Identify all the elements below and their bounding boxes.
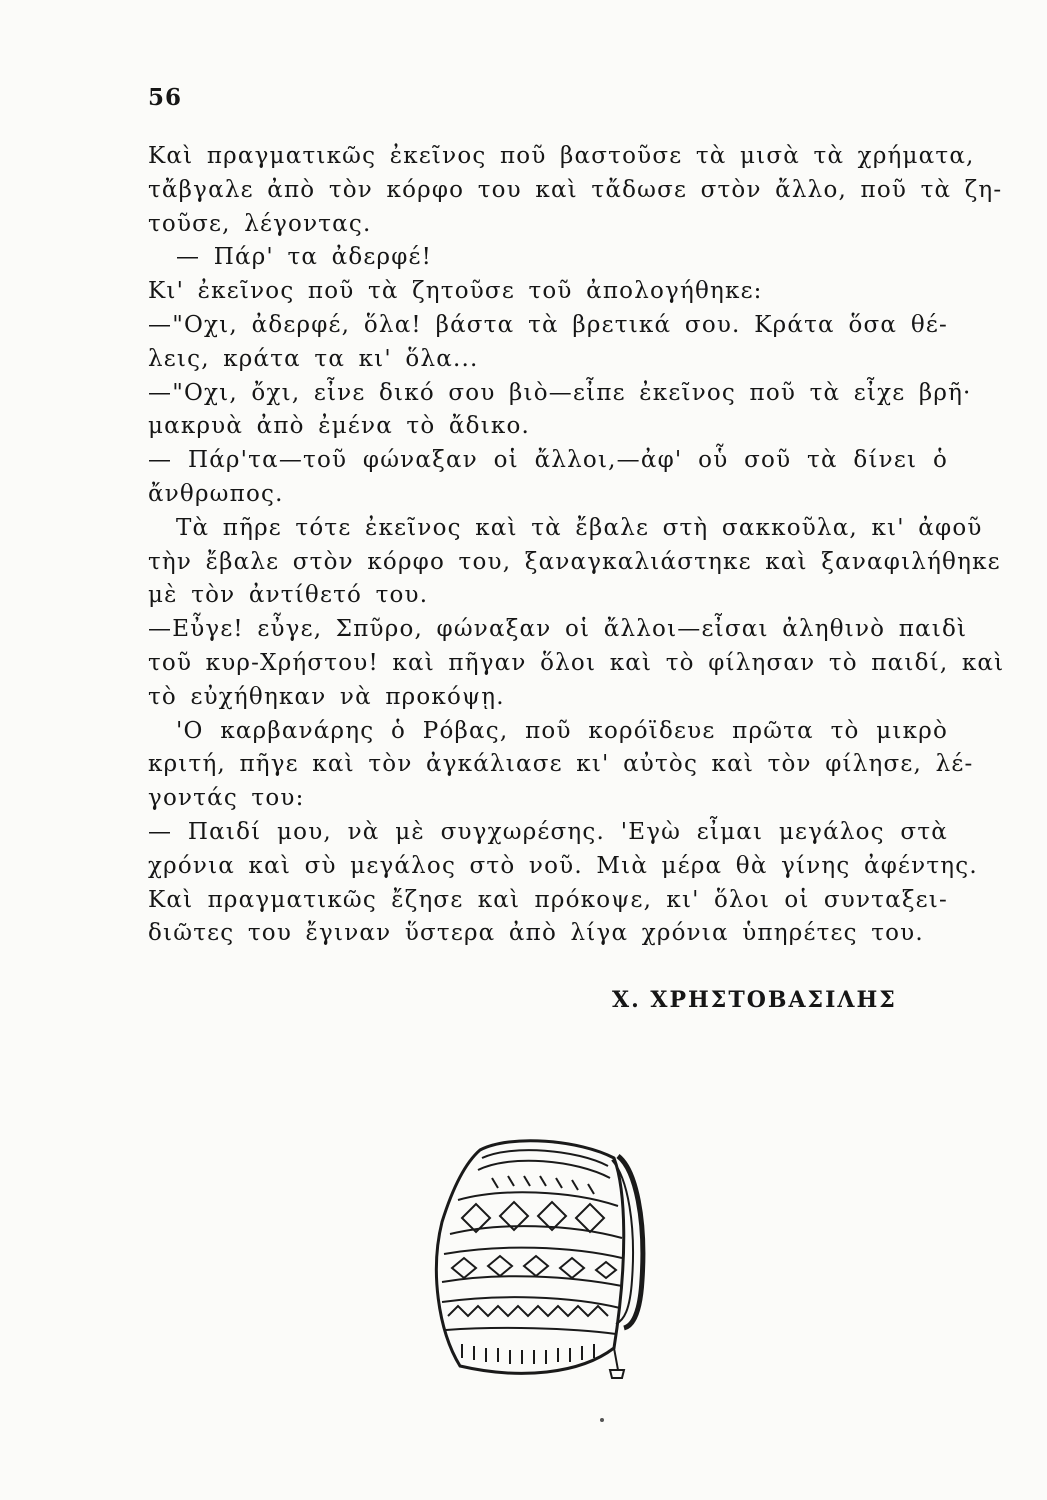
text-line: γοντάς του:: [148, 785, 305, 812]
text-line: μακρυὰ ἀπὸ ἐμένα τὸ ἄδικο.: [148, 413, 531, 440]
text-line: —"Οχι, ἀδερφέ, ὅλα! βάστα τὰ βρετικά σου. Κράτα ὅσα θέ-: [148, 311, 948, 338]
text-line: τοῦσε, λέγοντας.: [148, 210, 372, 237]
text-line: —Εὖγε! εὖγε, Σπῦρο, φώναξαν οἱ ἄλλοι—εἶσαι ἀληθινὸ παιδὶ: [148, 616, 968, 643]
text-line: μὲ τὸν ἀντίθετό του.: [148, 582, 429, 609]
text-line: χρόνια καὶ σὺ μεγάλος στὸ νοῦ. Μιὰ μέρα θὰ γίνης ἀφέντης.: [148, 852, 978, 879]
text-line: λεις, κράτα τα κι' ὅλα...: [148, 345, 479, 372]
text-line: — Πάρ' τα ἀδερφέ!: [176, 244, 433, 271]
text-line: τὸ εὐχήθηκαν νὰ προκόψῃ.: [148, 683, 505, 710]
text-line: Καὶ πραγματικῶς ἐκεῖνος ποῦ βαστοῦσε τὰ μισὰ τὰ χρήματα,: [148, 143, 975, 169]
woven-bag-illustration: [400, 1130, 680, 1400]
text-line: 'Ο καρβανάρης ὁ Ρόβας, ποῦ κορόϊδευε πρῶτα τὸ μικρὸ: [176, 717, 948, 744]
text-line: — Παιδί μου, νὰ μὲ συγχωρέσης. 'Εγὼ εἶμαι μεγάλος στὰ: [148, 818, 948, 845]
text-line: Τὰ πῆρε τότε ἐκεῖνος καὶ τὰ ἔβαλε στὴ σακκοῦλα, κι' ἀφοῦ: [176, 514, 983, 541]
text-line: Καὶ πραγματικῶς ἔζησε καὶ πρόκοψε, κι' ὅλοι οἱ συνταξει-: [148, 886, 948, 913]
ink-speck: [600, 1418, 604, 1422]
text-line: ἄνθρωπος.: [148, 480, 284, 507]
text-line: Κι' ἐκεῖνος ποῦ τὰ ζητοῦσε τοῦ ἀπολογήθηκε:: [148, 278, 763, 305]
text-line: τοῦ κυρ-Χρήστου! καὶ πῆγαν ὅλοι καὶ τὸ φίλησαν τὸ παιδί, καὶ: [148, 649, 1005, 676]
text-line: τὴν ἔβαλε στὸν κόρφο του, ξαναγκαλιάστηκε καὶ ξαναφιλήθηκε: [148, 548, 1001, 575]
page-number: 56: [148, 84, 183, 111]
text-line: τἄβγαλε ἀπὸ τὸν κόρφο του καὶ τἄδωσε στὸν ἄλλο, ποῦ τὰ ζη-: [148, 176, 1003, 203]
text-line: κριτή, πῆγε καὶ τὸν ἀγκάλιασε κι' αὐτὸς καὶ τὸν φίλησε, λέ-: [148, 751, 974, 778]
author-signature: Χ. ΧΡΗΣΤΟΒΑΣΙΛΗΣ: [612, 987, 897, 1013]
story-text: [148, 140, 1005, 951]
text-line: διῶτες του ἔγιναν ὕστερα ἀπὸ λίγα χρόνια ὑπηρέτες του.: [148, 920, 924, 947]
text-line: — Πάρ'τα—τοῦ φώναξαν οἱ ἄλλοι,—ἀφ' οὗ σοῦ τὰ δίνει ὁ: [148, 447, 948, 474]
text-line: —"Οχι, ὄχι, εἶνε δικό σου βιὸ—εἶπε ἐκεῖνος ποῦ τὰ εἶχε βρῆ·: [148, 379, 972, 406]
